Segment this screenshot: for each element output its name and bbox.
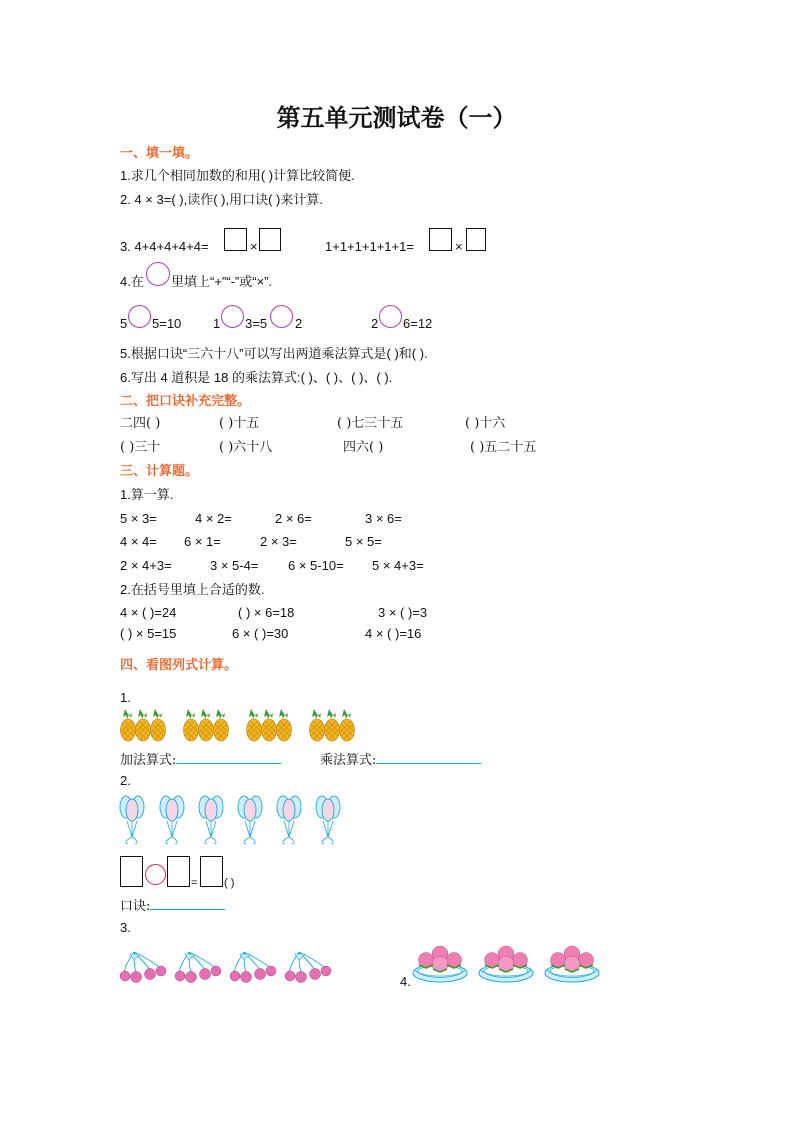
calc-item: 3 × 6=	[365, 511, 402, 526]
q4-num: 5	[120, 316, 128, 331]
picture-problem-3: 3.	[120, 920, 131, 935]
question-4-prefix: 4.在	[120, 274, 144, 289]
calc-sub-1: 1.算一算.	[120, 487, 174, 502]
answer-box[interactable]	[224, 228, 247, 251]
calc-item: 5 × 4+3=	[372, 558, 424, 573]
question-1: 1.求几个相同加数的和用( )计算比较简便.	[120, 168, 355, 183]
balloon-group-icon	[118, 793, 348, 845]
times-sign: ×	[250, 239, 258, 254]
addition-label	[120, 751, 281, 769]
koujue-item: ( )三十	[120, 440, 161, 455]
operator-circle[interactable]	[221, 305, 244, 328]
calc-item: 5 × 3=	[120, 511, 157, 526]
page-title: 第五单元测试卷（一）	[276, 104, 517, 132]
peach-plate-group-icon	[410, 940, 605, 985]
section-heading-calc: 三、计算题。	[120, 463, 199, 478]
question-3-left: 3. 4+4+4+4+4=	[120, 239, 209, 254]
question-6: 6.写出 4 道积是 18 的乘法算式:( )、( )、( )、( ).	[120, 370, 393, 385]
koujue-item: 四六( )	[343, 440, 384, 455]
cherry-group-icon	[118, 950, 333, 986]
calc-item: 6 × 1=	[184, 534, 221, 549]
koujue-item: ( )六十八	[219, 440, 273, 455]
operator-circle	[146, 262, 170, 286]
section-heading-koujue: 二、把口诀补充完整。	[120, 393, 251, 408]
koujue-item: ( )七三十五	[337, 416, 404, 431]
equals-sign: =	[191, 877, 198, 889]
calc-item: 2 × 6=	[275, 511, 312, 526]
koujue-item: ( )五二十五	[470, 440, 537, 455]
calc-item: 6 × 5-10=	[288, 558, 344, 573]
operator-circle[interactable]	[379, 305, 402, 328]
operator-circle[interactable]	[145, 864, 166, 885]
question-3-right: 1+1+1+1+1+1=	[325, 239, 414, 254]
picture-problem-4: 4.	[400, 974, 411, 989]
operator-circle[interactable]	[270, 305, 293, 328]
answer-box[interactable]	[429, 228, 452, 251]
q4-num: 6=12	[403, 316, 433, 331]
pineapple-group-icon	[118, 708, 363, 744]
fill-item: 3 × ( )=3	[378, 605, 428, 620]
calc-item: 4 × 4=	[120, 534, 157, 549]
question-4-text: 里填上“+”“-”或“×”.	[171, 274, 273, 289]
q4-num: 3=5	[245, 316, 268, 331]
koujue-item: ( )十五	[219, 416, 260, 431]
question-5: 5.根据口诀“三六十八”可以写出两道乘法算式是( )和( ).	[120, 346, 428, 361]
q4-num: 1	[213, 316, 221, 331]
picture-problem-1: 1.	[120, 690, 131, 705]
section-heading-pictures: 四、看图列式计算。	[120, 657, 238, 672]
fill-item: 6 × ( )=30	[232, 626, 289, 641]
fill-item: ( ) × 5=15	[120, 626, 177, 641]
question-2: 2. 4 × 3=( ),读作( ),用口诀( )来计算.	[120, 192, 323, 207]
operator-circle[interactable]	[128, 305, 151, 328]
fill-item: ( ) × 6=18	[238, 605, 295, 620]
answer-box[interactable]	[466, 228, 486, 251]
koujue-label: 口诀:	[120, 899, 151, 914]
addition-answer-line[interactable]	[176, 751, 281, 764]
q4-num: 5=10	[152, 316, 182, 331]
multiplication-answer-line[interactable]	[376, 751, 481, 764]
calc-item: 4 × 2=	[195, 511, 232, 526]
q4-num: 2	[371, 316, 379, 331]
answer-box[interactable]	[259, 228, 281, 251]
addition-label-text: 加法算式:	[120, 753, 177, 768]
calc-sub-2: 2.在括号里填上合适的数.	[120, 582, 265, 597]
calc-item: 2 × 3=	[260, 534, 297, 549]
answer-box[interactable]	[167, 856, 190, 887]
answer-box[interactable]	[120, 856, 143, 887]
fill-item: 4 × ( )=24	[120, 605, 177, 620]
times-sign: ×	[455, 239, 463, 254]
koujue-item: ( )十六	[465, 416, 506, 431]
answer-box[interactable]	[200, 856, 223, 887]
calc-item: 2 × 4+3=	[120, 558, 172, 573]
koujue-item: 二四( )	[120, 416, 161, 431]
section-heading-fill: 一、填一填。	[120, 145, 199, 160]
multiplication-label	[320, 751, 481, 769]
picture-problem-2: 2.	[120, 773, 131, 788]
calc-item: 5 × 5=	[345, 534, 382, 549]
fill-item: 4 × ( )=16	[365, 626, 422, 641]
q4-num: 2	[295, 316, 303, 331]
calc-item: 3 × 5-4=	[210, 558, 259, 573]
result-paren: ( )	[224, 877, 235, 889]
koujue-answer-line[interactable]	[150, 897, 225, 910]
koujue-line	[120, 897, 225, 915]
multiplication-label-text: 乘法算式:	[320, 753, 377, 768]
